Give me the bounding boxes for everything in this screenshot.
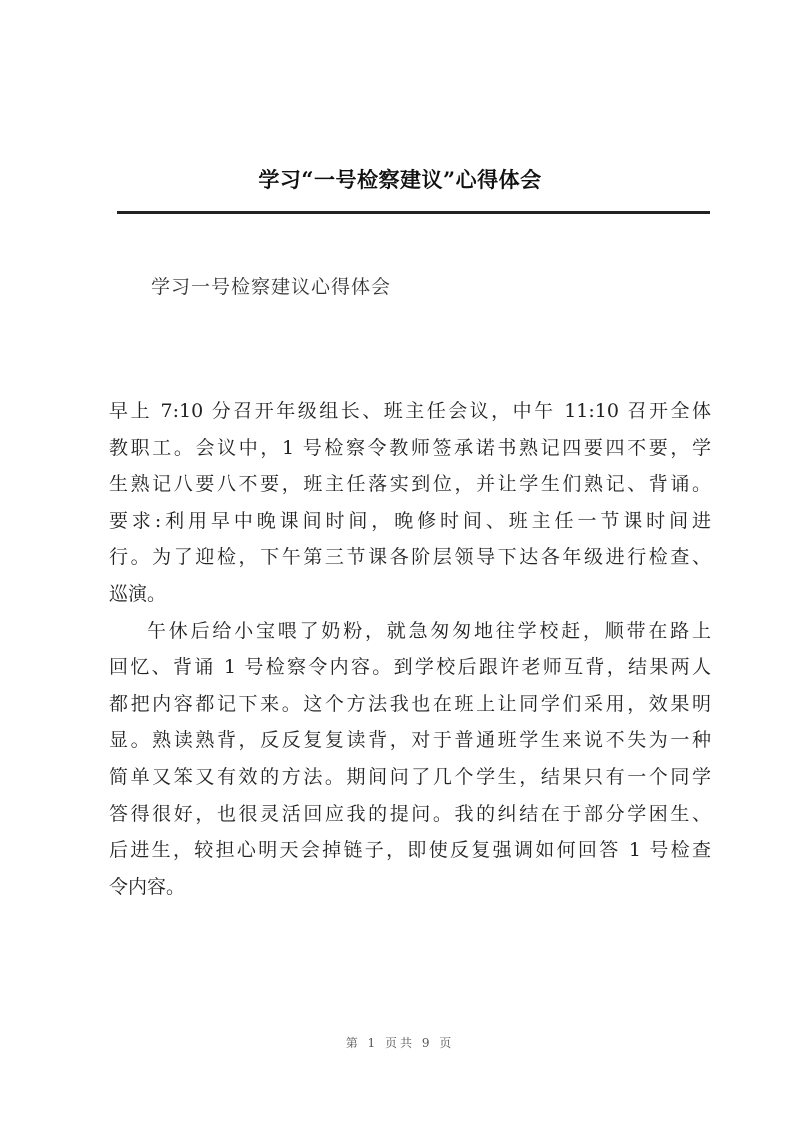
title-divider	[117, 211, 710, 214]
paragraph-line: 后进生，较担心明天会掉链子，即使反复强调如何回答 1 号检查	[109, 839, 711, 862]
paragraph-2	[109, 613, 711, 906]
paragraph-line: 答得很好，也很灵活回应我的提问。我的纠结在于部分学困生、	[109, 802, 711, 825]
paragraph-line: 要求:利用早中晚课间时间，晚修时间、班主任一节课时间进	[109, 509, 711, 532]
paragraph-line: 生熟记八要八不要，班主任落实到位，并让学生们熟记、背诵。	[109, 473, 711, 496]
paragraph-line: 显。熟读熟背，反反复复读背，对于普通班学生来说不失为一种	[109, 729, 711, 752]
page-number: 第 1 页共 9 页	[345, 1036, 455, 1050]
paragraph-line: 行。为了迎检，下午第三节课各阶层领导下达各年级进行检查、	[109, 546, 711, 569]
paragraph-line: 令内容。	[109, 875, 186, 898]
paragraph-line: 都把内容都记下来。这个方法我也在班上让同学们采用，效果明	[109, 692, 711, 715]
paragraph-line: 回忆、背诵 1 号检察令内容。到学校后跟许老师互背，结果两人	[109, 656, 711, 679]
paragraph-line: 简单又笨又有效的方法。期间问了几个学生，结果只有一个同学	[109, 765, 711, 788]
subtitle: 学习一号检察建议心得体会	[151, 276, 392, 298]
paragraph-line: 午休后给小宝喂了奶粉，就急匆匆地往学校赶，顺带在路上	[147, 619, 711, 642]
paragraph-line: 早上 7:10 分召开年级组长、班主任会议，中午 11:10 召开全体	[109, 400, 711, 422]
document-body	[109, 393, 711, 905]
page-title: 学习“一号检察建议”心得体会	[258, 167, 542, 192]
paragraph-1	[109, 393, 711, 613]
paragraph-line: 巡演。	[109, 582, 167, 605]
paragraph-line: 教职工。会议中，1 号检察令教师签承诺书熟记四要四不要，学	[109, 436, 711, 459]
